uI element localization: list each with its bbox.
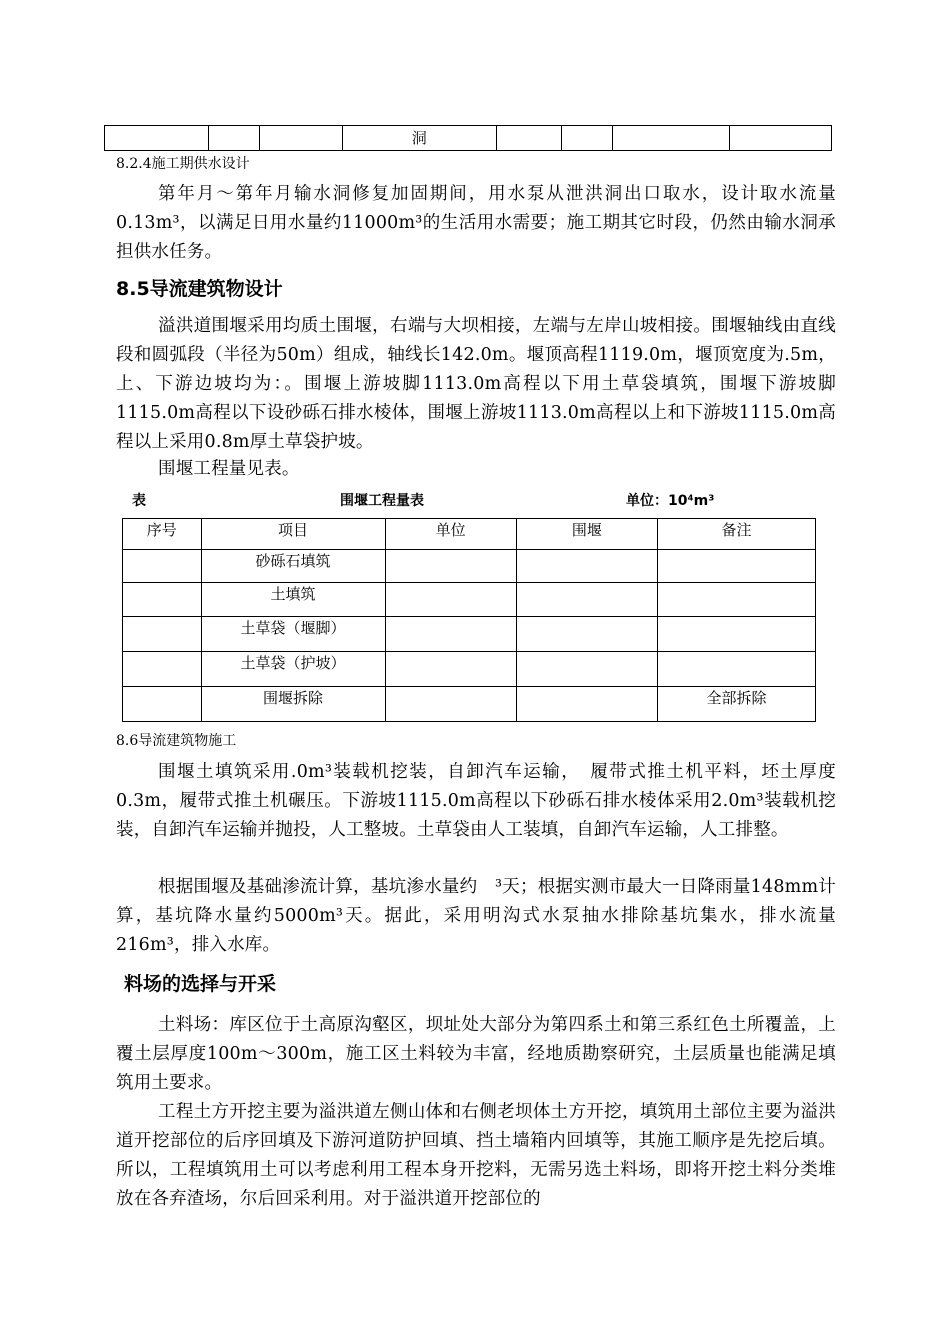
table-cell	[385, 687, 516, 722]
table-unit: 单位：10⁴m³	[626, 493, 715, 509]
table-label: 表	[132, 493, 146, 509]
table-header-row	[123, 519, 816, 550]
table-cell	[657, 617, 815, 652]
table-row	[123, 652, 816, 687]
section-heading-8-6: 8.6导流建筑物施工	[116, 733, 237, 749]
table-row	[123, 687, 816, 722]
table-row	[123, 617, 816, 652]
table-cell: 围堰拆除	[201, 687, 385, 722]
table-cell: 砂砾石填筑	[201, 550, 385, 583]
table-cell	[385, 617, 516, 652]
section-heading-8-2-4: 8.2.4施工期供水设计	[116, 156, 250, 172]
table-cell	[123, 550, 202, 583]
paragraph: 土料场：库区位于土高原沟壑区，坝址处大部分为第四系土和第三系红色土所覆盖，上覆土层厚度100m～300m，施工区土料较为丰富，经地质勘察研究，土层质量也能满足填筑用土要求。	[116, 1015, 836, 1093]
table-cell	[516, 617, 657, 652]
paragraph: 溢洪道围堰采用均质土围堰，右端与大坝相接，左端与左岸山坡相接。围堰轴线由直线段和圆弧段（半径为50m）组成，轴线长142.0m。堰顶高程1119.0m，堰顶宽度为.5m，上、下游边坡均为：。围堰上游坡脚1113.0m高程以下用土草袋填筑，围堰下游坡脚1115.0m高程以下设砂砾石排水棱体，围堰上游坡1113.0m高程以上和下游坡1115.0m高程以上采用0.8m厚土草袋护坡。	[116, 316, 836, 452]
header-cell: 围堰	[516, 519, 657, 550]
header-cell: 项目	[201, 519, 385, 550]
table-cell	[516, 583, 657, 617]
table-cell	[516, 550, 657, 583]
table-cell	[562, 126, 612, 151]
header-cell: 备注	[657, 519, 815, 550]
table-cell	[259, 126, 342, 151]
table-cell	[657, 652, 815, 687]
table-cell	[123, 687, 202, 722]
table-cell: 洞	[342, 126, 496, 151]
table-cell	[657, 550, 815, 583]
table-cell	[208, 126, 259, 151]
top-table	[104, 125, 832, 151]
header-cell: 单位	[385, 519, 516, 550]
table-cell	[496, 126, 562, 151]
table-cell	[123, 652, 202, 687]
table-cell	[612, 126, 730, 151]
table-cell	[385, 652, 516, 687]
paragraph: 围堰工程量见表。	[158, 459, 300, 479]
quantity-table	[122, 518, 816, 722]
table-cell	[385, 583, 516, 617]
section-heading-8-5: 8.5导流建筑物设计	[116, 278, 283, 300]
table-row	[123, 550, 816, 583]
table-cell: 土草袋（堰脚）	[201, 617, 385, 652]
table-cell: 土草袋（护坡）	[201, 652, 385, 687]
paragraph: 第年月～第年月输水洞修复加固期间，用水泵从泄洪洞出口取水，设计取水流量0.13m³，以满足日用水量约11000m³的生活用水需要；施工期其它时段，仍然由输水洞承担供水任务。	[116, 184, 836, 262]
table-cell	[516, 652, 657, 687]
paragraph: 工程土方开挖主要为溢洪道左侧山体和右侧老坝体土方开挖，填筑用土部位主要为溢洪道开挖部位的后序回填及下游河道防护回填、挡土墙箱内回填等，其施工顺序是先挖后填。所以，工程填筑用土可以考虑利用工程本身开挖料，无需另选土料场，即将开挖土料分类堆放在各弃渣场，尔后回采利用。对于溢洪道开挖部位的	[116, 1102, 836, 1209]
paragraph: 根据围堰及基础渗流计算，基坑渗水量约 ³天；根据实测市最大一日降雨量148mm计算，基坑降水量约5000m³天。据此，采用明沟式水泵抽水排除基坑集水，排水流量216m³，排入水库。	[116, 877, 836, 955]
table-cell	[105, 126, 209, 151]
table-cell	[657, 583, 815, 617]
table-cell	[385, 550, 516, 583]
table-cell	[123, 583, 202, 617]
table-cell: 土填筑	[201, 583, 385, 617]
header-cell: 序号	[123, 519, 202, 550]
table-cell	[516, 687, 657, 722]
table-title: 围堰工程量表	[340, 493, 424, 509]
section-heading-materials: 料场的选择与开采	[124, 973, 277, 995]
table-cell: 全部拆除	[657, 687, 815, 722]
table-cell	[123, 617, 202, 652]
paragraph: 围堰土填筑采用.0m³装载机挖装，自卸汽车运输， 履带式推土机平料，坯土厚度0.3m，履带式推土机碾压。下游坡1115.0m高程以下砂砾石排水棱体采用2.0m³装载机挖装，自卸汽车运输并抛投，人工整坡。土草袋由人工装填，自卸汽车运输，人工排整。	[116, 762, 836, 840]
table-row	[123, 583, 816, 617]
table-cell	[730, 126, 832, 151]
